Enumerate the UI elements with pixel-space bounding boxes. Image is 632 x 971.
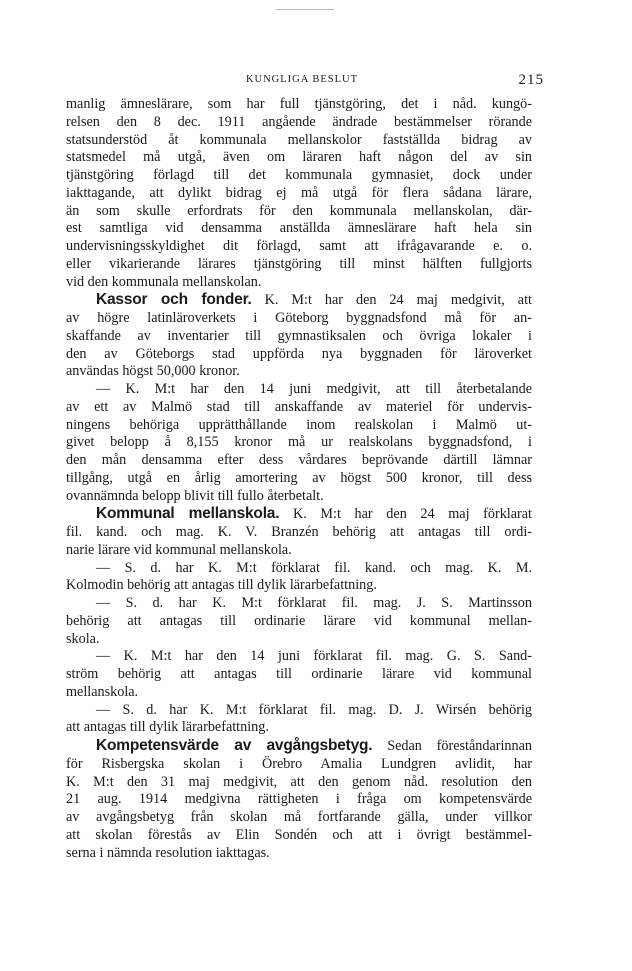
text-line: tjänstgöring förlagd till det kommunala gymnasiet, dock under xyxy=(66,167,532,183)
text-line: av högre latinläroverkets i Göteborg byggnadsfond må för an- xyxy=(66,310,532,326)
section-kassor-och-fonder xyxy=(66,291,532,505)
text-line: — S. d. har K. M:t förklarat fil. kand. och mag. K. M. xyxy=(96,559,532,576)
running-head xyxy=(60,72,544,92)
paragraph-mellanskola-bidrag xyxy=(66,96,532,291)
section-heading: Kommunal mellanskola. xyxy=(96,505,280,523)
text-line: — K. M:t har den 14 juni medgivit, att till återbetalande xyxy=(96,381,532,397)
text-line: — S. d. har K. M:t förklarat fil. mag. J. S. Martinsson xyxy=(96,595,532,611)
text-line: ningens behöriga upprätthållande inom realskolan i Malmö ut- xyxy=(66,416,532,433)
heading-run-in-text: Sedan föreståndarinnan xyxy=(372,738,532,754)
text-line: den mån densamma efter dess vårdares beprövande därtill lämnar xyxy=(66,452,532,468)
text-line: av avgångsbetyg från skolan må fortfarande gälla, under villkor xyxy=(66,809,532,825)
text-line: ström behörig att antagas till ordinarie lärare vid kommunal xyxy=(66,666,532,682)
text-line: än som skulle erfordrats för den kommunala mellanskolan, där- xyxy=(66,202,532,219)
text-line: skaffande av inventarier till gymnastiksalen och övriga lokaler i xyxy=(66,327,532,344)
text-line: est samtliga vid densamma anställda ämneslärare haft hela sin xyxy=(66,220,532,237)
text-line xyxy=(66,291,532,310)
text-line: undervisningsskyldighet dit förlagd, samt att ifrågavarande e. o. xyxy=(66,238,532,254)
text-line: den av Göteborgs stad uppförda nya byggnaden för läroverket xyxy=(66,345,532,362)
text-line: ovannämnda belopp blivit till fullo återbetalt. xyxy=(66,487,324,504)
text-line: eller vikarierande lärares tjänstgöring till minst hälften fullgjorts xyxy=(66,255,532,272)
text-line: av ett av Malmö stad till anskaffande av materiel för undervis- xyxy=(66,398,532,415)
text-line: iakttagande, att dylikt bidrag ej må utgå för flera sådana lärare, xyxy=(66,184,532,201)
text-line: mellanskola. xyxy=(66,683,139,700)
text-line: fil. kand. och mag. K. V. Branzén behörig att antagas till ordi- xyxy=(66,524,532,540)
text-line: vid den kommunala mellanskolan. xyxy=(66,273,262,290)
heading-run-in-text: K. M:t har den 24 maj medgivit, att xyxy=(251,292,532,309)
page-body xyxy=(66,96,532,862)
text-line: tillgång, utgå en årlig amortering av högst 500 kronor, till dess xyxy=(66,469,532,486)
section-kompetensvarde xyxy=(66,737,532,862)
text-line: att skolan förestås av Elin Sondén och att i övrigt bestämmel- xyxy=(66,826,532,843)
page-number: 215 xyxy=(518,72,544,88)
text-line: statsmedel må utgå, även om läraren haft någon del av sin xyxy=(66,149,532,166)
section-heading: Kassor och fonder. xyxy=(96,291,252,309)
text-line: 21 aug. 1914 medgivna rättigheten i fråga om kompetensvärde xyxy=(66,791,532,808)
text-line xyxy=(66,737,532,756)
text-line: serna i nämnda resolution iakttagas. xyxy=(66,844,270,861)
text-line: skola. xyxy=(66,630,100,647)
text-line: att antagas till dylik lärarbefattning. xyxy=(66,719,269,736)
text-line: — K. M:t har den 14 juni förklarat fil. mag. G. S. Sand- xyxy=(96,648,532,665)
section-heading: Kompetensvärde av avgångsbetyg. xyxy=(96,737,373,754)
text-line: användas högst 50,000 kronor. xyxy=(66,363,240,380)
text-line: manlig ämneslärare, som har full tjänstgöring, det i nåd. kungö- xyxy=(66,96,532,112)
text-line: statsunderstöd åt kommunala mellanskolor fastställda bidrag av xyxy=(66,131,532,148)
text-line: för Risbergska skolan i Örebro Amalia Lundgren avlidit, har xyxy=(66,755,532,772)
text-line: K. M:t den 31 maj medgivit, att den genom nåd. resolution den xyxy=(66,773,532,790)
section-kommunal-mellanskola xyxy=(66,505,532,737)
text-line: narie lärare vid kommunal mellanskola. xyxy=(66,541,292,558)
text-line: Kolmodin behörig att antagas till dylik lärarbefattning. xyxy=(66,577,377,594)
top-rule xyxy=(276,9,334,10)
text-line: relsen den 8 dec. 1911 angående ändrade bestämmelser rörande xyxy=(66,113,532,130)
heading-run-in-text: K. M:t har den 24 maj förklarat xyxy=(279,506,532,523)
text-line xyxy=(66,505,532,524)
text-line: behörig att antagas till ordinarie lärare vid kommunal mellan- xyxy=(66,612,532,629)
text-line: — S. d. har K. M:t förklarat fil. mag. D. J. Wirsén behörig xyxy=(96,701,532,718)
text-line: givet belopp å 8,155 kronor må ur realskolans byggnadsfond, i xyxy=(66,434,532,451)
running-title: KUNGLIGA BESLUT xyxy=(245,74,359,85)
